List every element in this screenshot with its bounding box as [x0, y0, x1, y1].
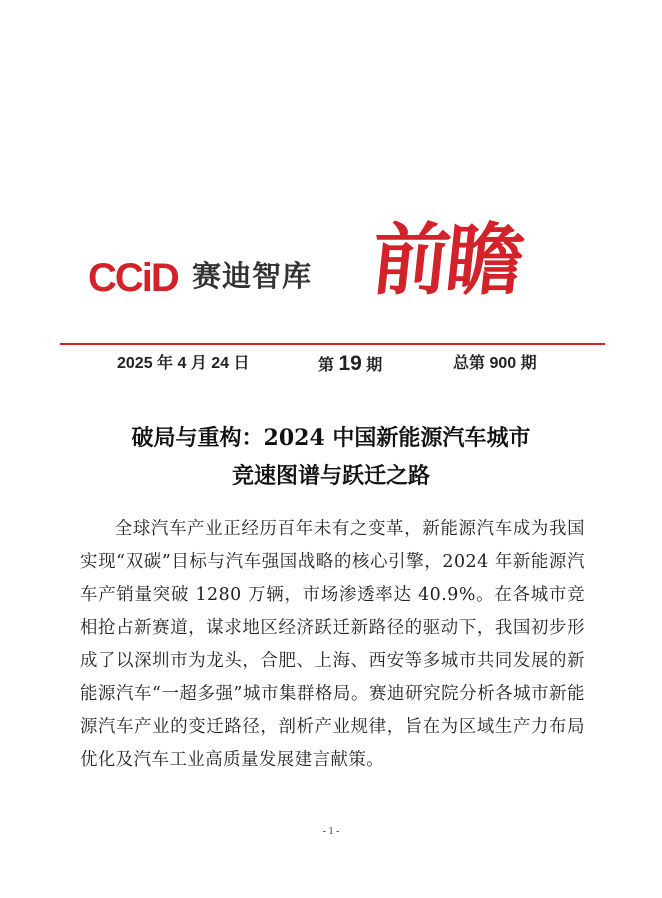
- total-issue: 总第 900 期: [453, 355, 537, 372]
- masthead-calligraphy: 前瞻: [367, 215, 525, 306]
- issue-number: [318, 353, 382, 377]
- page-number: - 1 -: [322, 826, 340, 837]
- ccid-logo: CCiD: [88, 256, 178, 300]
- issue-date: 2025 年 4 月 24 日: [117, 355, 250, 372]
- issue-suffix: 期: [366, 357, 383, 374]
- issue-number-value: 19: [338, 352, 362, 375]
- article-title-line1: 破局与重构：2024 中国新能源汽车城市: [131, 425, 531, 451]
- ccid-logo-name: 赛迪智库: [192, 259, 313, 293]
- header-rule: [60, 343, 605, 345]
- article-title-line2: 竞速图谱与跃迁之路: [231, 463, 430, 489]
- issue-prefix: 第: [318, 357, 335, 374]
- article-paragraph: 全球汽车产业正经历百年未有之变革，新能源汽车成为我国实现“双碳”目标与汽车强国战略的核心引擎，2024 年新能源汽车产销量突破 1280 万辆，市场渗透率达 40.9%。在各城市竞相抢占新赛道，谋求地区经济跃迁新路径的驱动下，我国初步形成了以深圳市为龙头，合肥、上海、西安等多城市共同发展的新能源汽车“一超多强”城市集群格局。赛迪研究院分析各城市新能源汽车产业的变迁路径，剖析产业规律，旨在为区域生产力布局优化及汽车工业高质量发展建言献策。: [80, 519, 585, 770]
